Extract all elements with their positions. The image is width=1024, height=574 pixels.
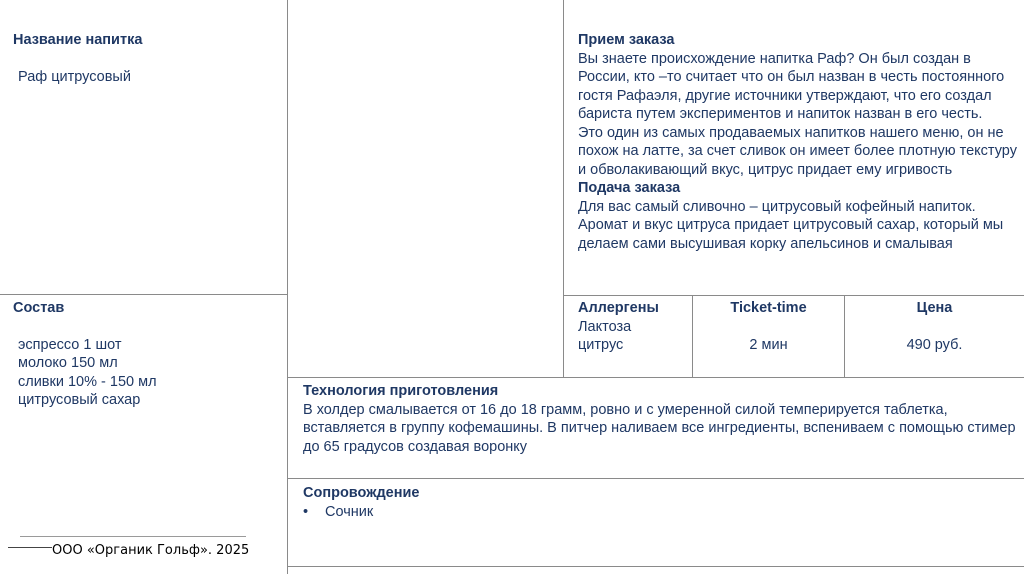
allergens-cell	[578, 299, 688, 355]
bullet-icon: •	[303, 503, 309, 520]
order-title: Прием заказа	[578, 32, 675, 48]
technology-text: В холдер смалывается от 16 до 18 грамм, ровно и с умеренной силой темперируется таблетка, вставляется в группу кофемашины. В питчер наливаем все ингредиенты, вспениваем с помощью стимер до 65 градусов создавая воронку	[303, 401, 1016, 455]
technology-section	[303, 382, 1019, 456]
ticket-time-header: Ticket-time	[730, 300, 807, 316]
composition-label: Состав	[13, 300, 65, 316]
footer-divider-short	[8, 547, 52, 548]
price-value: 490 руб.	[906, 337, 963, 353]
composition-section	[13, 299, 283, 410]
order-paragraph: Это один из самых продаваемых напитков нашего меню, он не похож на латте, за счет сливок он имеет более плотную текстуру и обволакивающий вкус, цитрус придает ему игривость	[578, 124, 1017, 178]
allergens-header: Аллергены	[578, 300, 659, 316]
price-cell	[845, 299, 1024, 355]
grid-line-table-bottom	[287, 377, 1024, 378]
drink-name-value: Раф цитрусовый	[18, 68, 131, 85]
serving-title: Подача заказа	[578, 180, 681, 196]
grid-line-bottom	[287, 566, 1024, 567]
price-header: Цена	[916, 300, 953, 316]
composition-item: сливки 10% - 150 мл	[18, 373, 157, 390]
ticket-time-value: 2 мин	[749, 337, 788, 353]
grid-line-left-divider	[0, 294, 288, 295]
composition-list	[13, 336, 283, 410]
footer-company: ООО «Органик Гольф». 2025	[52, 543, 250, 558]
serving-text: Для вас самый сливочно – цитрусовый кофейный напиток. Аромат и вкус цитруса придает цитрусовый сахар, который мы делаем сами высушивая корку апельсинов и смалывая	[578, 198, 1004, 252]
accompaniment-title: Сопровождение	[303, 485, 420, 501]
order-paragraph: Вы знаете происхождение напитка Раф? Он был создан в России, кто –то считает что он был назван в честь постоянного гостя Рафаэля, другие источники утверждают, что его создал бариста путем экспериментов и напиток назван в его честь.	[578, 50, 1005, 122]
order-section	[578, 31, 1018, 253]
composition-item: молоко 150 мл	[18, 355, 118, 371]
accompaniment-item-row	[303, 503, 1003, 522]
accompaniment-section	[303, 484, 1003, 521]
drink-name-section	[13, 31, 283, 86]
footer-divider	[20, 536, 246, 537]
accompaniment-item: Сочник	[325, 503, 374, 520]
drink-name-label: Название напитка	[13, 32, 143, 48]
ticket-time-cell	[693, 299, 844, 355]
grid-line-middle-column	[563, 0, 564, 377]
composition-item: эспрессо 1 шот	[18, 336, 122, 353]
grid-line-left-column	[287, 0, 288, 574]
technology-title: Технология приготовления	[303, 383, 499, 399]
allergen-item: Лактоза	[578, 318, 632, 335]
grid-line-tech-bottom	[287, 478, 1024, 479]
allergen-item: цитрус	[578, 337, 624, 353]
grid-line-table-top	[563, 295, 1024, 296]
composition-item: цитрусовый сахар	[18, 392, 141, 408]
